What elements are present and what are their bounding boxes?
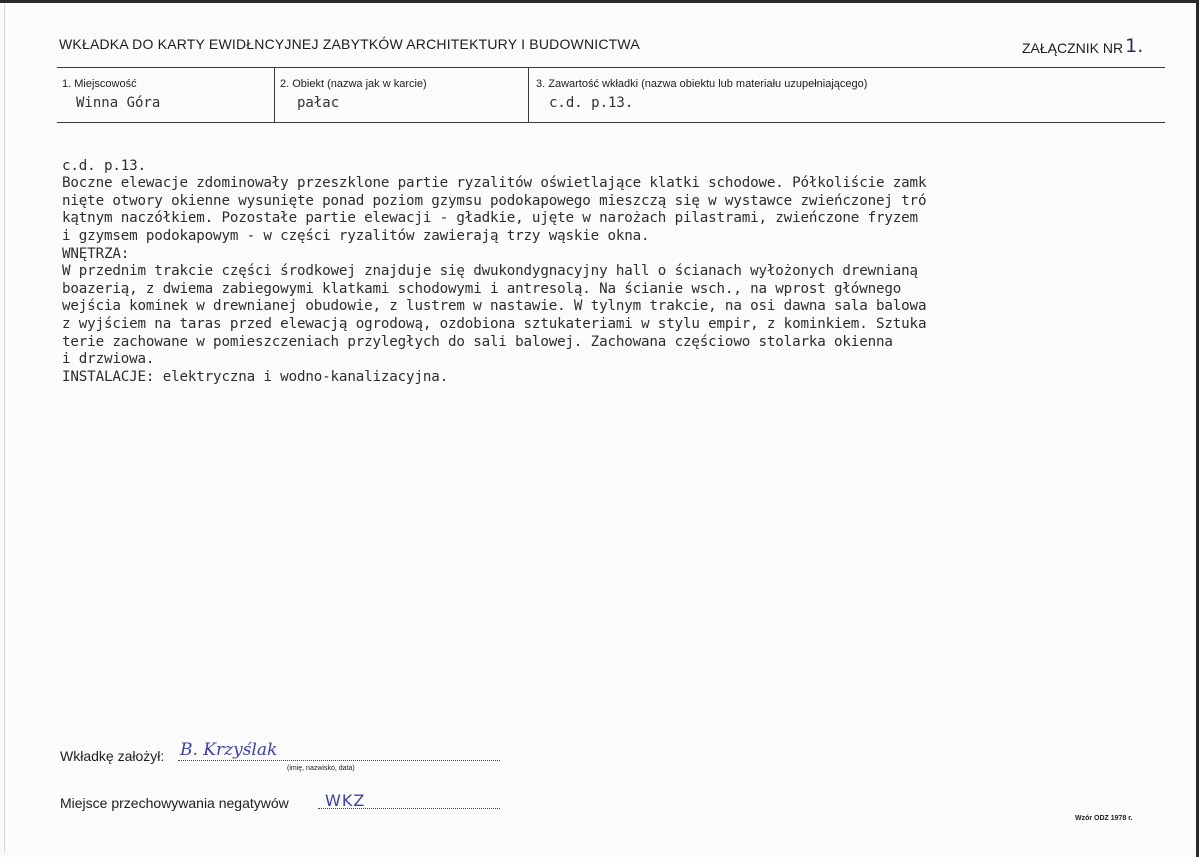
annex-label: ZAŁĄCZNIK NR bbox=[1022, 40, 1124, 56]
negatives-location-value: WKZ bbox=[325, 791, 366, 810]
created-by-label: Wkładkę założył: bbox=[60, 748, 165, 764]
table-bottom-rule bbox=[57, 122, 1165, 123]
text-line: WNĘTRZA: bbox=[62, 245, 130, 262]
locality-value: Winna Góra bbox=[76, 95, 161, 111]
text-line: c.d. p.13. bbox=[62, 157, 146, 174]
scan-border-top bbox=[0, 0, 1199, 3]
annex-number: 1. bbox=[1125, 35, 1144, 57]
text-line: i drzwiowa. bbox=[62, 351, 155, 368]
text-line: wejścia kominek w drewnianej obudowie, z lustrem w nastawie. W tylnym trakcie, na osi dawna sala balowa bbox=[62, 298, 927, 315]
form-title: WKŁADKA DO KARTY EWIDŁNCYJNEJ ZABYTKÓW ARCHITEKTURY I BUDOWNICTWA bbox=[59, 36, 640, 52]
form-stamp: Wzór ODZ 1978 r. bbox=[1075, 815, 1133, 822]
column-divider-2 bbox=[528, 67, 529, 123]
object-value: pałac bbox=[297, 95, 340, 111]
text-line: i gzymsem podokapowym - w części ryzalitów zawierają trzy wąskie okna. bbox=[62, 227, 650, 244]
text-line: kątnym naczółkiem. Pozostałe partie elewacji - gładkie, ujęte w narożach pilastrami, zwieńczone fryzem bbox=[62, 210, 918, 227]
column-divider-1 bbox=[274, 67, 275, 123]
insert-content-label: 3. Zawartość wkładki (nazwa obiektu lub materiału uzupełniającego) bbox=[536, 78, 868, 90]
created-by-note: (imię, nazwisko, data) bbox=[287, 765, 355, 772]
text-line: terie zachowane w pomieszczeniach przyległych do sali balowej. Zachowana częściowo stolarka okienna bbox=[62, 333, 893, 350]
text-line: nięte otwory okienne wysunięte ponad poziom gzymsu podokapowego mieszczą się w wystawce zwieńczonej tró bbox=[62, 192, 927, 209]
record-card bbox=[4, 3, 1195, 853]
created-by-line bbox=[178, 760, 500, 761]
text-line: Boczne elewacje zdominowały przeszklone partie ryzalitów oświetlające klatki schodowe. Półkoliście zamk bbox=[62, 175, 927, 192]
text-line: z wyjściem na taras przed elewacją ogrodową, ozdobiona sztukateriami w stylu empir, z kominkiem. Sztuka bbox=[62, 315, 927, 332]
annex-heading bbox=[1022, 36, 1143, 58]
text-line: boazerią, z dwiema zabiegowymi klatkami schodowymi i antresolą. Na ścianie wsch., na wprost głównego bbox=[62, 280, 902, 297]
locality-label: 1. Miejscowość bbox=[62, 78, 137, 90]
negatives-location-label: Miejsce przechowywania negatywów bbox=[60, 795, 289, 811]
text-line: INSTALACJE: elektryczna i wodno-kanalizacyjna. bbox=[62, 368, 449, 385]
description-text bbox=[62, 140, 1162, 404]
object-label: 2. Obiekt (nazwa jak w karcie) bbox=[280, 78, 427, 90]
table-top-rule bbox=[57, 67, 1165, 68]
created-by-signature: B. Krzyślak bbox=[180, 740, 278, 760]
text-line: W przednim trakcie części środkowej znajduje się dwukondygnacyjny hall o ścianach wyłożonych drewnianą bbox=[62, 263, 918, 280]
insert-content-value: c.d. p.13. bbox=[549, 95, 634, 111]
